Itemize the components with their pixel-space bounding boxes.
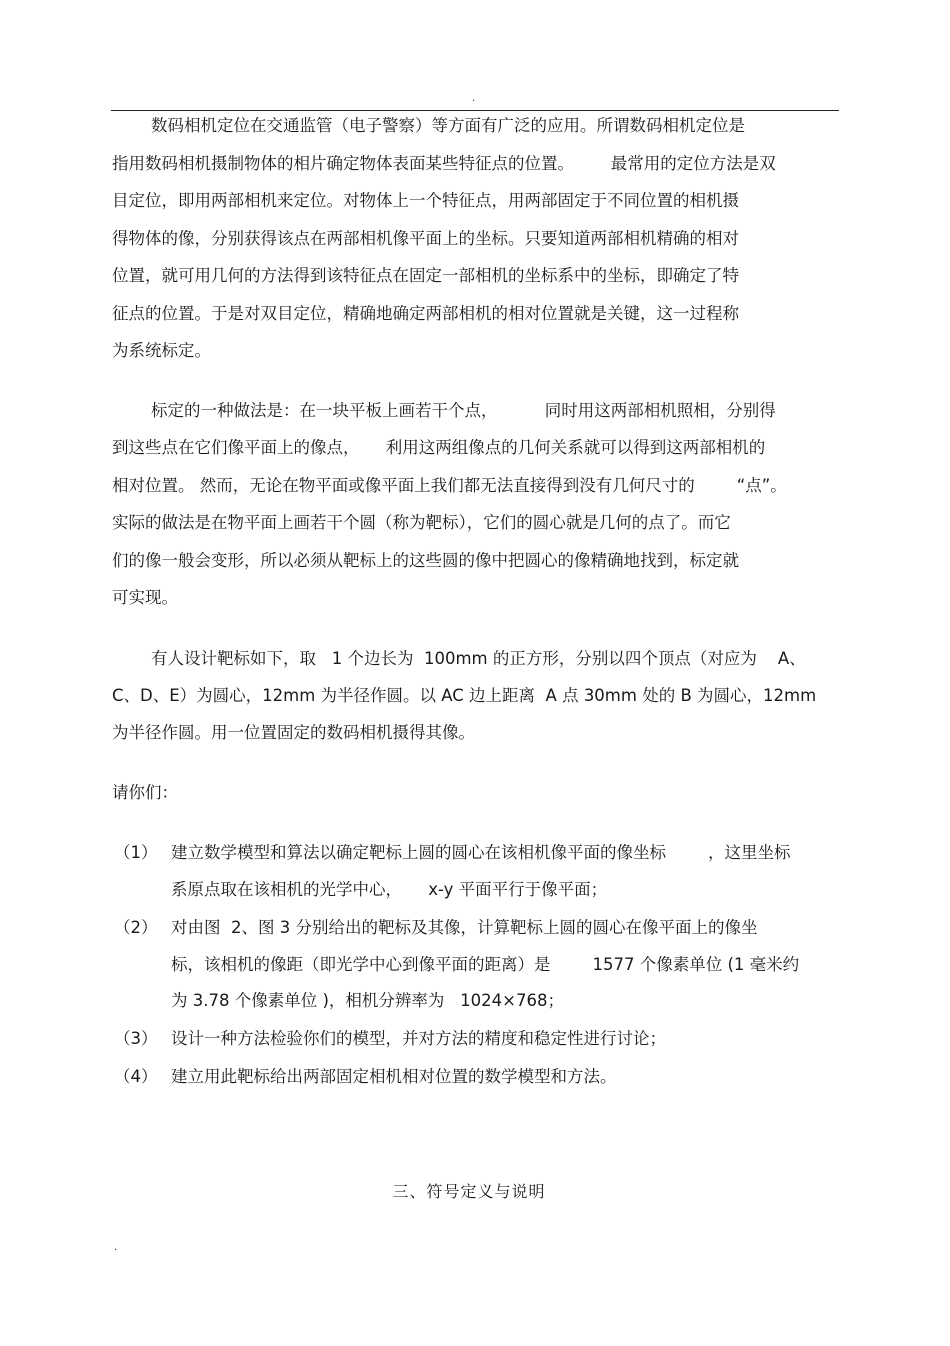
paragraph-line: 数码相机定位在交通监管（电子警察）等方面有广泛的应用。所谓数码相机定位是 <box>151 116 745 135</box>
paragraph-line: 标定的一种做法是：在一块平板上画若干个点， 同时用这两部相机照相，分别得 <box>151 401 776 420</box>
task-line: 系原点取在该相机的光学中心， x-y 平面平行于像平面； <box>171 880 608 899</box>
paragraph-line: 相对位置。 然而，无论在物平面或像平面上我们都无法直接得到没有几何尺寸的 “点”。 <box>112 476 787 495</box>
paragraph-line: 到这些点在它们像平面上的像点， 利用这两组像点的几何关系就可以得到这两部相机的 <box>112 438 766 457</box>
paragraph-line: 征点的位置。于是对双目定位，精确地确定两部相机的相对位置就是关键，这一过程称 <box>112 304 739 323</box>
paragraph-line: 们的像一般会变形，所以必须从靶标上的这些圆的像中把圆心的像精确地找到，标定就 <box>112 551 739 570</box>
task-number: （2） <box>114 918 158 937</box>
paragraph-line: 为系统标定。 <box>112 341 211 360</box>
paragraph-line: 有人设计靶标如下，取 1 个边长为 100mm 的正方形，分别以四个顶点（对应为 A、 <box>151 649 806 668</box>
task-line: 建立用此靶标给出两部固定相机相对位置的数学模型和方法。 <box>171 1067 617 1086</box>
paragraph-line: 实际的做法是在物平面上画若干个圆（称为靶标），它们的圆心就是几何的点了。而它 <box>112 513 731 532</box>
task-line: 设计一种方法检验你们的模型，并对方法的精度和稳定性进行讨论； <box>171 1029 666 1048</box>
paragraph-line: 可实现。 <box>112 588 178 607</box>
paragraph-line: 得物体的像，分别获得该点在两部相机像平面上的坐标。只要知道两部相机精确的相对 <box>112 229 739 248</box>
footer-dot: . <box>114 1242 118 1253</box>
task-number: （1） <box>114 843 158 862</box>
section-title: 三、符号定义与说明 <box>392 1182 546 1201</box>
paragraph-line: 目定位，即用两部相机来定位。对物体上一个特征点，用两部固定于不同位置的相机摄 <box>112 191 739 210</box>
task-number: （4） <box>114 1067 158 1086</box>
task-line: 对由图 2、图 3 分别给出的靶标及其像，计算靶标上圆的圆心在像平面上的像坐 <box>171 918 758 937</box>
request-text: 请你们： <box>112 783 178 802</box>
paragraph-line: 位置，就可用几何的方法得到该特征点在固定一部相机的坐标系中的坐标，即确定了特 <box>112 266 739 285</box>
task-line: 为 3.78 个像素单位 )，相机分辨率为 1024×768； <box>171 991 564 1010</box>
task-line: 标，该相机的像距（即光学中心到像平面的距离）是 1577 个像素单位 (1 毫米约 <box>171 955 800 974</box>
task-number: （3） <box>114 1029 158 1048</box>
paragraph-line: 指用数码相机摄制物体的相片确定物体表面某些特征点的位置。 最常用的定位方法是双 <box>112 154 776 173</box>
header-rule <box>111 110 839 111</box>
task-line: 建立数学模型和算法以确定靶标上圆的圆心在该相机像平面的像坐标 ，这里坐标 <box>171 843 791 862</box>
paragraph-line: 为半径作圆。用一位置固定的数码相机摄得其像。 <box>112 723 475 742</box>
paragraph-line: C、D、E）为圆心，12mm 为半径作圆。以 AC 边上距离 A 点 30mm 处的 B 为圆心，12mm <box>112 686 817 705</box>
header-dot: . <box>472 93 476 104</box>
